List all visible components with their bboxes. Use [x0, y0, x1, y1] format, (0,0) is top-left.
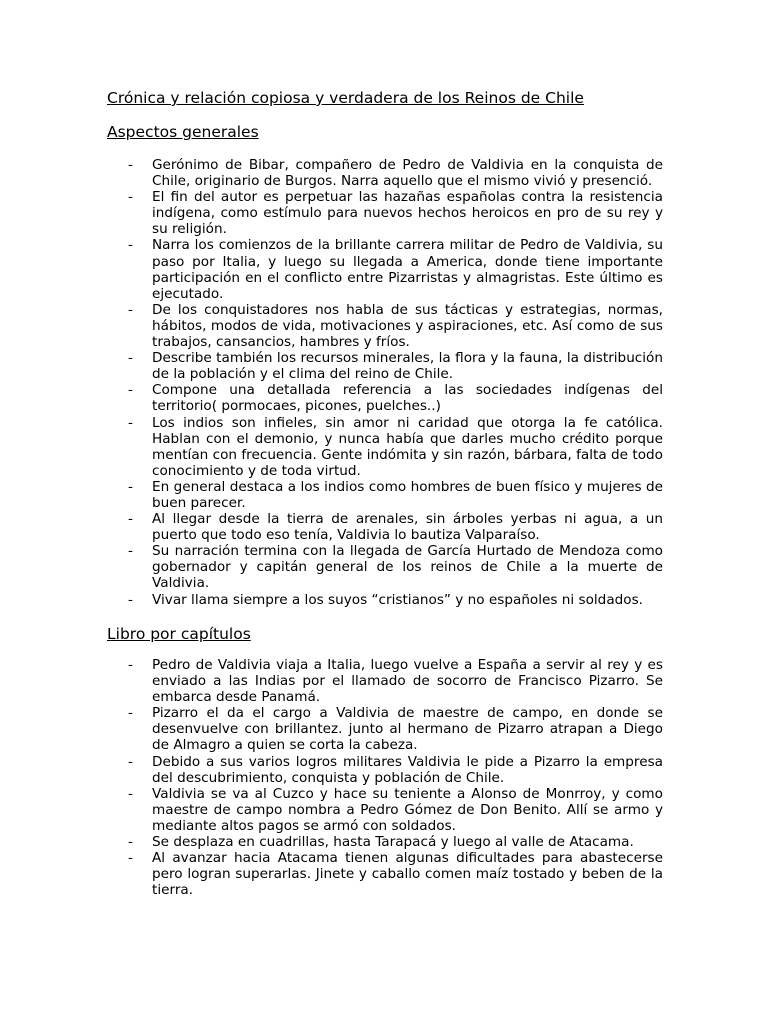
- list-item-text: Al llegar desde la tierra de arenales, sin árboles yerbas ni agua, a un puerto que todo eso tenía, Valdivia lo bautiza Valparaíso.: [152, 511, 663, 544]
- list-item: [128, 834, 663, 850]
- list-item-text: Pizarro el da el cargo a Valdivia de maestre de campo, en donde se desenvuelve con brillantez. junto al hermano de Pizarro atrapan a Diego de Almagro a quien se corta la cabeza.: [152, 705, 663, 754]
- list-item-text: Los indios son infieles, sin amor ni caridad que otorga la fe católica. Hablan con el demonio, y nunca había que darles mucho crédito porque mentían con frecuencia. Gente indómita y sin razón, bárbara, falta de todo conocimiento y de toda virtud.: [152, 414, 663, 479]
- list-item-text: Gerónimo de Bibar, compañero de Pedro de Valdivia en la conquista de Chile, originario de Burgos. Narra aquello que el mismo vivió y presenció.: [152, 157, 663, 190]
- bullet-dash: -: [128, 189, 133, 206]
- list-item: [128, 157, 663, 189]
- list-item: [128, 415, 663, 479]
- list-item: [128, 543, 663, 591]
- list-item-text: Se desplaza en cuadrillas, hasta Tarapacá y luego al valle de Atacama.: [152, 834, 634, 851]
- document-title: Crónica y relación copiosa y verdadera de los Reinos de Chile: [107, 89, 584, 107]
- list-item: [128, 850, 663, 898]
- aspectos-generales-list: [128, 157, 663, 608]
- list-item: [128, 479, 663, 511]
- list-item-text: Debido a sus varios logros militares Valdivia le pide a Pizarro la empresa del descubrimiento, conquista y población de Chile.: [152, 753, 663, 786]
- bullet-dash: -: [128, 657, 133, 673]
- section-heading-aspectos-generales: Aspectos generales: [107, 123, 259, 141]
- list-item: [128, 705, 663, 753]
- list-item-text: En general destaca a los indios como hombres de buen físico y mujeres de buen parecer.: [152, 478, 663, 511]
- bullet-dash: -: [128, 511, 133, 528]
- list-item-text: Describe también los recursos minerales, la flora y la fauna, la distribución de la población y el clima del reino de Chile.: [152, 350, 663, 383]
- list-item: [128, 511, 663, 543]
- list-item-text: El fin del autor es perpetuar las hazañas españolas contra la resistencia indígena, como estímulo para nuevos hechos heroicos en pro de su rey y su religión.: [152, 189, 663, 238]
- bullet-dash: -: [128, 785, 133, 802]
- list-item: [128, 189, 663, 237]
- list-item-text: Valdivia se va al Cuzco y hace su teniente a Alonso de Monrroy, y como maestre de campo nombra a Pedro Gómez de Don Benito. Allí se armo y mediante altos pagos se armó con soldados.: [152, 785, 663, 834]
- bullet-dash: -: [128, 753, 133, 770]
- list-item-text: Pedro de Valdivia viaja a Italia, luego vuelve a España a servir al rey y es enviado a las Indias por el llamado de socorro de Francisco Pizarro. Se embarca desde Panamá.: [152, 657, 663, 706]
- bullet-dash: -: [128, 237, 133, 254]
- list-item-text: Compone una detallada referencia a las sociedades indígenas del territorio( pormocaes, picones, puelches..): [152, 382, 663, 415]
- list-item: [128, 592, 663, 608]
- bullet-dash: -: [128, 414, 133, 431]
- list-item-text: Vivar llama siempre a los suyos “cristianos” y no españoles ni soldados.: [152, 591, 643, 608]
- list-item: [128, 657, 663, 705]
- bullet-dash: -: [128, 591, 133, 608]
- list-item: [128, 786, 663, 834]
- bullet-dash: -: [128, 543, 133, 560]
- bullet-dash: -: [128, 850, 133, 867]
- list-item-text: Narra los comienzos de la brillante carrera militar de Pedro de Valdivia, su paso por Italia, y luego su llegada a America, donde tiene importante participación en el conflicto entre Pizarristas y almagristas. Este último es ejecutado.: [152, 237, 663, 302]
- bullet-dash: -: [128, 478, 133, 495]
- bullet-dash: -: [128, 157, 133, 173]
- list-item: [128, 302, 663, 350]
- list-item-text: Al avanzar hacia Atacama tienen algunas dificultades para abastecerse pero logran superarlas. Jinete y caballo comen maíz tostado y beben de la tierra.: [152, 850, 663, 899]
- list-item: [128, 754, 663, 786]
- list-item: [128, 382, 663, 414]
- bullet-dash: -: [128, 382, 133, 399]
- list-item: [128, 350, 663, 382]
- list-item-text: De los conquistadores nos habla de sus tácticas y estrategias, normas, hábitos, modos de vida, motivaciones y aspiraciones, etc. Así como de sus trabajos, cansancios, hambres y fríos.: [152, 301, 663, 351]
- bullet-dash: -: [128, 705, 133, 722]
- bullet-dash: -: [128, 301, 133, 318]
- section-heading-libro-por-capitulos: Libro por capítulos: [107, 625, 251, 643]
- libro-por-capitulos-list: [128, 657, 663, 898]
- list-item-text: Su narración termina con la llegada de García Hurtado de Mendoza como gobernador y capitán general de los reinos de Chile a la muerte de Valdivia.: [152, 543, 663, 592]
- bullet-dash: -: [128, 834, 133, 851]
- bullet-dash: -: [128, 350, 133, 367]
- list-item: [128, 237, 663, 301]
